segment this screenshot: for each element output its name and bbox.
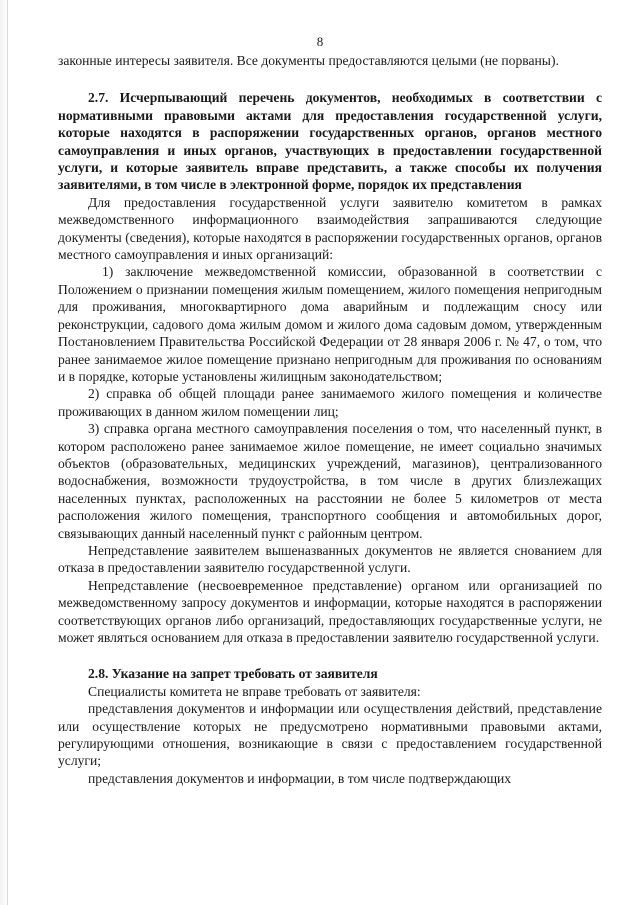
document-body	[58, 52, 602, 787]
section-heading-2-8: 2.8. Указание на запрет требовать от заявителя	[88, 666, 378, 682]
paragraph-prohibition-intro: Специалисты комитета не вправе требовать от заявителя:	[88, 683, 421, 699]
paragraph-non-submission: Непредставление заявителем вышеназванных документов не является снованием для отказа в предоставлении заявителю государственной услуги.	[58, 542, 602, 576]
paragraph-late-submission: Непредставление (несвоевременное представление) органом или организацией по межведомственному запросу документов и информации, которые находятся в распоряжении соответствующих органов либо организаций, предоставляющих государственные услуги, не может являться основанием для отказа в предоставлении заявителю государственной услуги.	[58, 577, 602, 645]
page-number: 8	[316, 34, 324, 49]
scan-edge	[0, 0, 8, 905]
paragraph-interagency-request: Для предоставления государственной услуги заявителю комитетом в рамках межведомственного информационного взаимодействия запрашиваются следующие документы (сведения), которые находятся в распоряжении государственных органов, органов местного самоуправления и иных организаций:	[58, 194, 602, 263]
list-item-1: 1) заключение межведомственной комиссии, образованной в соответствии с Положением о признании помещения жилым помещением, жилого помещения непригодным для проживания, многоквартирного дома аварийным и подлежащим сносу или реконструкции, садового дома жилым домом и жилого дома садовым домом, утвержденным Постановлением Правительства Российской Федерации от 28 января 2006 г. № 47, о том, что ранее занимаемое жилое помещение признано непригодным для проживания по основаниям и в порядке, которые установлены жилищным законодательством;	[58, 264, 602, 384]
paragraph-prohibition-2: представления документов и информации, в том числе подтверждающих	[88, 770, 512, 786]
list-item-3: 3) справка органа местного самоуправления поселения о том, что населенный пункт, в котором расположено ранее занимаемое жилое помещение, не имеет социально значимых объектов (образовательных, медицинских учреждений, магазинов), централизованного водоснабжения, возможности трудоустройства, в том числе в других близлежащих населенных пунктах, расположенных на расстоянии не более 5 километров от места расположения жилого помещения, транспортного сообщения и автомобильных дорог, связывающих данный населенный пункт с районным центром.	[58, 421, 602, 541]
section-heading-2-7: 2.7. Исчерпывающий перечень документов, необходимых в соответствии с нормативными правовыми актами для предоставления государственной услуги, которые находятся в распоряжении государственных органов, органов местного самоуправления и иных органов, участвующих в предоставлении государственной услуги, и которые заявитель вправе представить, а также способы их получения заявителями, в том числе в электронной форме, порядок их представления	[58, 90, 602, 193]
paragraph-prohibition-1: представления документов и информации или осуществления действий, представление или осуществление которых не предусмотрено нормативными правовыми актами, регулирующими отношения, возникающие в связи с предоставлением государственной услуги;	[58, 701, 602, 769]
paragraph-continuation: законные интересы заявителя. Все документы предоставляются целыми (не порваны).	[58, 53, 559, 68]
list-item-2: 2) справка об общей площади ранее занимаемого жилого помещения и количестве проживающих в данном жилом помещении лиц;	[58, 386, 602, 419]
